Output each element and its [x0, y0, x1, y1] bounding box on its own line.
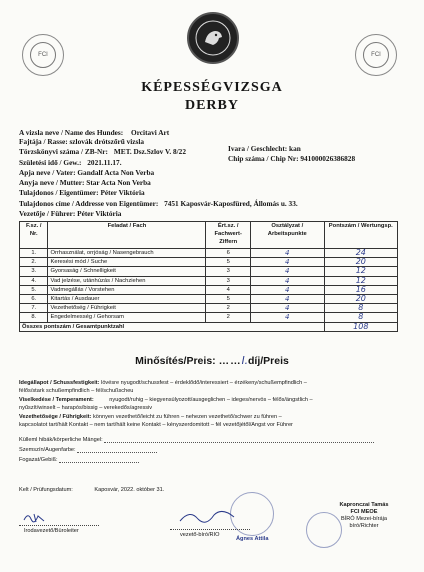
row-points: 4 [250, 304, 324, 313]
row-factor: 5 [206, 294, 250, 303]
chief-judge-signature [178, 505, 238, 527]
chief-judge-signature-line [170, 529, 250, 530]
row-wp: 20 [324, 294, 397, 303]
row-num: 1. [20, 249, 48, 258]
fci-seal-right [355, 34, 397, 76]
eye-color-field [19, 447, 157, 453]
qualification-value: I. [241, 355, 249, 367]
row-wp: 12 [324, 276, 397, 285]
row-feature: Gyorsaság / Schnelligkeit [48, 267, 206, 276]
header-factor: Ért.sz. / Fachwert-Ziffern [206, 222, 250, 249]
eye-color-line [77, 447, 157, 453]
row-feature: Orrhasználat, orrjóság / Nasengebrauch [48, 249, 206, 258]
handling-label: Vezethetősége / Führigkeit: [19, 414, 92, 420]
row-wp: 12 [324, 267, 397, 276]
row-num: 3. [20, 267, 48, 276]
document-subtitle: DERBY [184, 98, 239, 113]
row-num: 7. [20, 304, 48, 313]
row-num: 2. [20, 258, 48, 267]
behaviour-text-1: nyugodt/ruhig – kiegyensúlyozott/ausgeglichen – ideges/nervös – félős/ängstlich – [109, 397, 313, 403]
director-label: Irodavezető/Büroleiter [24, 528, 79, 534]
row-feature: Vadmegállás / Vorstehen [48, 285, 206, 294]
address-label: Tulajdonos címe / Addresse von Eigentümer: [19, 199, 159, 208]
stamp-right [306, 512, 342, 548]
document-title: KÉPESSÉGVIZSGA [141, 80, 283, 95]
fci-seal-left-text: FCI [38, 52, 48, 58]
teeth-field [19, 457, 139, 463]
row-factor: 2 [206, 313, 250, 322]
chip-row [228, 154, 355, 163]
address-value: 7451 Kaposvár-Kaposfüred, Állomás u. 33. [164, 199, 298, 208]
mother-row [19, 178, 151, 187]
chip-label: Chip száma / Chip Nr: [228, 154, 299, 163]
father-value: Gandalf Acta Non Verba [77, 168, 155, 177]
header-wp: Pontszám / Wertungsp. [324, 222, 397, 249]
date-label: Kelt / Prüfungsdatum: [19, 487, 73, 493]
row-wp: 24 [324, 249, 397, 258]
row-points: 4 [250, 258, 324, 267]
qualification-label: Minősítés/Preis: [135, 355, 216, 367]
father-row [19, 168, 154, 177]
director-signature [22, 510, 52, 524]
breed-row [19, 137, 144, 146]
row-factor: 3 [206, 276, 250, 285]
temperament-line-2: félős/stark schußempfindlich – fél/schußscheu [19, 388, 134, 394]
row-wp: 8 [324, 313, 397, 322]
row-wp: 8 [324, 304, 397, 313]
row-wp: 16 [324, 285, 397, 294]
row-points: 4 [250, 249, 324, 258]
handling-line-2: kapcsolatot tart/hält Kontakt – nem tart/hält keine Kontakt – kényszerdomitott – fél vezetőjétől/Angst vor Führer [19, 422, 293, 428]
fci-seal-right-text: FCI [371, 52, 381, 58]
row-wp: 20 [324, 258, 397, 267]
judge-sub-1: FCI MEOE [350, 509, 378, 515]
registration-label: Törzskönyvi száma / ZB-Nr: [19, 147, 108, 156]
row-factor: 3 [206, 267, 250, 276]
score-table [19, 221, 398, 332]
table-row [20, 276, 398, 285]
header-points: Osztályzat / Arbeitspunkte [250, 222, 324, 249]
sex-label: Ivara / Geschlecht: [228, 144, 288, 153]
mother-value: Star Acta Non Verba [86, 178, 151, 187]
chief-judge-label: vezető-bíró/RIO [180, 532, 220, 538]
handling-line-1 [19, 414, 282, 421]
breed-value: szlovák drótszőrű vizsla [69, 137, 145, 146]
row-points: 4 [250, 276, 324, 285]
sex-row [228, 144, 301, 153]
judge-label: bíró/Richter [349, 523, 379, 529]
dob-label: Születési idő / Gew.: [19, 158, 82, 167]
faults-field [19, 437, 374, 443]
chip-value: 941000026386828 [300, 154, 356, 163]
temperament-label: Idegállapot / Schussfestigkeit: [19, 380, 100, 386]
fci-seal-left [22, 34, 64, 76]
total-value: 108 [324, 322, 397, 331]
judge-sub-2: BÍRÓ Mezei-bírája [340, 516, 387, 522]
chief-judge-name: Ágnes Attila [236, 536, 269, 542]
row-factor: 5 [206, 258, 250, 267]
row-factor: 2 [206, 304, 250, 313]
behaviour-line-1 [19, 397, 313, 404]
row-points: 4 [250, 285, 324, 294]
row-points: 4 [250, 267, 324, 276]
sex-value: kan [289, 144, 301, 153]
registration-value: MET. Dsz.Szlov V. 8/22 [113, 147, 186, 156]
table-row [20, 294, 398, 303]
table-row [20, 304, 398, 313]
teeth-label: Fogazat/Gebiß: [19, 457, 58, 463]
table-row [20, 313, 398, 322]
row-feature: Engedelmesség / Gehorsam [48, 313, 206, 322]
row-factor: 6 [206, 249, 250, 258]
row-num: 4. [20, 276, 48, 285]
breed-label: Fajtája / Rasse: [19, 137, 68, 146]
owner-row [19, 188, 145, 197]
date-row [19, 487, 164, 493]
score-table-header [20, 222, 398, 249]
date-value: Kaposvár, 2022. október 31. [94, 487, 165, 493]
table-row [20, 258, 398, 267]
table-row [20, 249, 398, 258]
mother-label: Anyja neve / Mutter: [19, 178, 85, 187]
address-row [19, 199, 298, 208]
dog-name-label: A vizsla neve / Name des Hundes: [19, 128, 124, 137]
table-row [20, 267, 398, 276]
club-logo [187, 12, 239, 64]
dob-row [19, 158, 122, 167]
row-feature: Kitartás / Ausdauer [48, 294, 206, 303]
handling-text-1: könnyen vezethető/leicht zu führen – nehezen vezethető/schwer zu führen – [93, 414, 282, 420]
faults-label: Külleml hibák/körperliche Mängel: [19, 437, 103, 443]
header-feature: Feladat / Fach [48, 222, 206, 249]
row-feature: Keresési mód / Suche [48, 258, 206, 267]
father-label: Apja neve / Vater: [19, 168, 76, 177]
judge-name: Kapronczai Tamás [339, 502, 389, 508]
director-signature-line [19, 525, 99, 526]
qualification: Minősítés/Preis: ……I.díj/Preis [135, 355, 289, 367]
total-row [20, 322, 398, 331]
table-row [20, 285, 398, 294]
temperament-text-1: lövésre nyugodt/schussfest – érdeklődő/interessiert – érzékeny/schußempfindlich – [101, 380, 307, 386]
qualification-suffix: díj/Preis [248, 355, 289, 367]
handler-row [19, 209, 121, 218]
handler-value: Péter Viktória [77, 209, 122, 218]
row-num: 6. [20, 294, 48, 303]
total-label: Összes pontszám / Gesamtpunktzahl [20, 322, 325, 331]
dog-name-row [19, 128, 169, 137]
header-num: F.sz. / Nr. [20, 222, 48, 249]
registration-row [19, 147, 186, 156]
row-points: 4 [250, 294, 324, 303]
faults-line [104, 437, 374, 443]
dog-name-value: Orcitavi Art [131, 128, 170, 137]
row-points: 4 [250, 313, 324, 322]
behaviour-line-2: nyűszít/winselt – harapós/bissig – verekedős/agressiv [19, 405, 153, 411]
eye-color-label: Szemszín/Augenfarbe: [19, 447, 76, 453]
row-feature: Vezethetőség / Führigkeit [48, 304, 206, 313]
row-feature: Vad jelzése, utánhúzás / Nachziehen [48, 276, 206, 285]
dob-value: 2021.11.17. [87, 158, 122, 167]
row-num: 5. [20, 285, 48, 294]
teeth-line [59, 457, 139, 463]
row-factor: 4 [206, 285, 250, 294]
behaviour-label: Viselkedése / Temperament: [19, 397, 94, 403]
temperament-line-1 [19, 380, 307, 387]
handler-label: Vezetője / Führer: [19, 209, 76, 218]
row-num: 8. [20, 313, 48, 322]
owner-value: Péter Viktória [100, 188, 145, 197]
dog-head-icon [193, 18, 233, 58]
owner-label: Tulajdonos / Eigentümer: [19, 188, 99, 197]
